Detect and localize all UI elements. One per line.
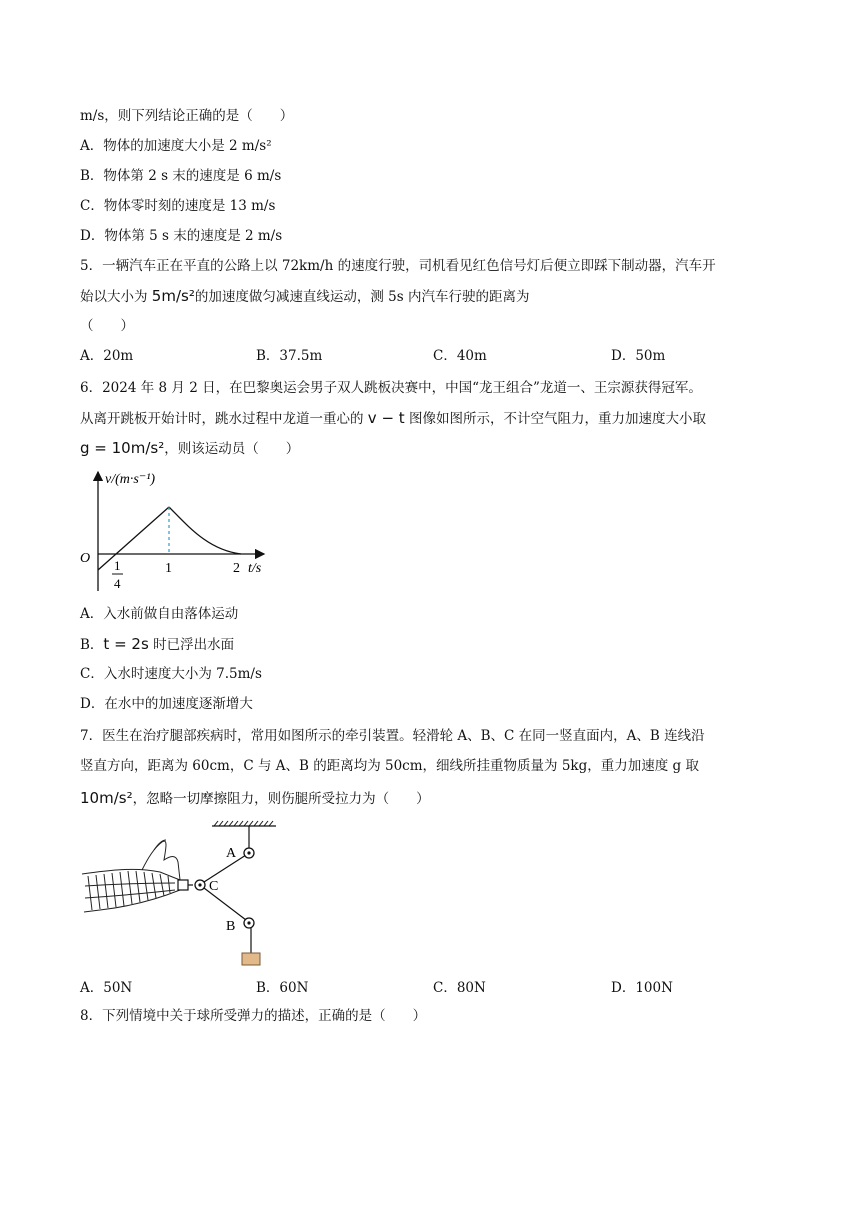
q6-stem-line2-a: 从离开跳板开始计时，跳水过程中龙道一重心的 bbox=[80, 411, 368, 427]
vt-decay-curve bbox=[169, 507, 241, 554]
hanging-weight bbox=[242, 953, 260, 965]
bandaged-leg bbox=[82, 840, 180, 912]
vt-tick-quarter-den: 4 bbox=[114, 576, 121, 591]
q6-stem-line2 bbox=[80, 408, 706, 429]
vt-rising-segment bbox=[98, 507, 169, 570]
q6-option-c-text: C．入水时速度大小为 7.5m/s bbox=[80, 666, 262, 682]
q7-choice-b: B．60N bbox=[256, 980, 309, 996]
q5-choice-a: A．20m bbox=[80, 348, 134, 364]
label-c: C bbox=[209, 879, 219, 894]
ceiling-hatch bbox=[214, 821, 273, 826]
q5-choice-c: C．40m bbox=[433, 348, 487, 364]
q4-option-a: A．物体的加速度大小是 2 m/s² bbox=[80, 138, 272, 154]
q6-option-d-text: D．在水中的加速度逐渐增大 bbox=[80, 696, 253, 712]
q4-option-d: D．物体第 5 s 末的速度是 2 m/s bbox=[80, 228, 283, 244]
rope-a-c bbox=[204, 855, 246, 882]
q5-stem-line2-a: 始以大小为 bbox=[80, 289, 152, 305]
q5-stem-line1: 5．一辆汽车正在平直的公路上以 72km/h 的速度行驶，司机看见红色信号灯后便立即踩下制动器，汽车开 bbox=[80, 258, 716, 274]
vt-tick-1: 1 bbox=[165, 561, 172, 576]
vt-graph bbox=[78, 466, 278, 596]
q6-stem-line1: 6．2024 年 8 月 2 日，在巴黎奥运会男子双人跳板决赛中，中国“龙王组合”龙道一、王宗源获得冠军。 bbox=[80, 380, 702, 396]
q6-stem-line3-b: ，则该运动员（ ） bbox=[164, 441, 300, 457]
q5-choice-b: B．37.5m bbox=[256, 348, 323, 364]
q6-vt-math: v − t bbox=[367, 409, 405, 427]
vt-x-axis-label: t/s bbox=[248, 561, 262, 576]
pulley-c bbox=[195, 880, 205, 890]
traction-figure bbox=[80, 820, 280, 970]
q6-option-b-suffix: 时已浮出水面 bbox=[148, 637, 235, 653]
q4-option-c: C．物体零时刻的速度是 13 m/s bbox=[80, 198, 276, 214]
q7-stem-line3 bbox=[80, 788, 430, 809]
q4-stem-tail: m/s，则下列结论正确的是（ ） bbox=[80, 108, 294, 124]
pulley-a bbox=[244, 848, 254, 858]
label-b: B bbox=[226, 919, 236, 934]
pulley-b bbox=[244, 918, 254, 928]
q8-stem-line1: 8．下列情境中关于球所受弹力的描述，正确的是（ ） bbox=[80, 1008, 427, 1024]
q6-option-d bbox=[80, 694, 253, 714]
q6-stem-line3 bbox=[80, 438, 299, 459]
q6-option-b bbox=[80, 634, 234, 655]
q5-answer-blank: （ ） bbox=[80, 318, 134, 334]
q6-gravity-math: g = 10m/s² bbox=[80, 439, 165, 457]
q7-choice-d: D．100N bbox=[611, 980, 673, 996]
vt-origin-label: O bbox=[80, 551, 91, 566]
q7-stem-line2: 竖直方向，距离为 60cm，C 与 A、B 的距离均为 50cm，细线所挂重物质量为 5kg，重力加速度 g 取 bbox=[80, 758, 699, 774]
q7-choice-c: C．80N bbox=[433, 980, 486, 996]
q5-accel-math: 5m/s² bbox=[151, 287, 195, 305]
q7-stem-line1: 7．医生在治疗腿部疾病时，常用如图所示的牵引装置。轻滑轮 A、B、C 在同一竖直面内，A、B 连线沿 bbox=[80, 728, 705, 744]
q7-gravity-math: 10m/s² bbox=[80, 789, 133, 807]
q6-option-a-text: A．入水前做自由落体运动 bbox=[80, 606, 239, 622]
label-a: A bbox=[226, 846, 237, 861]
q5-stem-line2 bbox=[80, 286, 529, 307]
foot-clamp bbox=[178, 880, 188, 890]
q7-stem-line3-b: ，忽略一切摩擦阻力，则伤腿所受拉力为（ ） bbox=[132, 791, 430, 807]
q5-choice-d: D．50m bbox=[611, 348, 666, 364]
q5-stem-line2-b: 的加速度做匀减速直线运动，测 5s 内汽车行驶的距离为 bbox=[194, 289, 530, 305]
q7-choice-a: A．50N bbox=[80, 980, 133, 996]
q6-option-a bbox=[80, 604, 238, 624]
q6-option-c bbox=[80, 664, 262, 684]
q6-option-b-prefix: B． bbox=[80, 637, 104, 653]
q6-stem-line2-b: 图像如图所示，不计空气阻力，重力加速度大小取 bbox=[404, 411, 706, 427]
vt-tick-2: 2 bbox=[233, 561, 240, 576]
vt-y-axis-label: v/(m·s⁻¹) bbox=[105, 472, 156, 487]
vt-tick-quarter-num: 1 bbox=[114, 558, 121, 573]
q6-option-b-math: t = 2s bbox=[103, 635, 149, 653]
q4-option-b: B．物体第 2 s 末的速度是 6 m/s bbox=[80, 168, 282, 184]
